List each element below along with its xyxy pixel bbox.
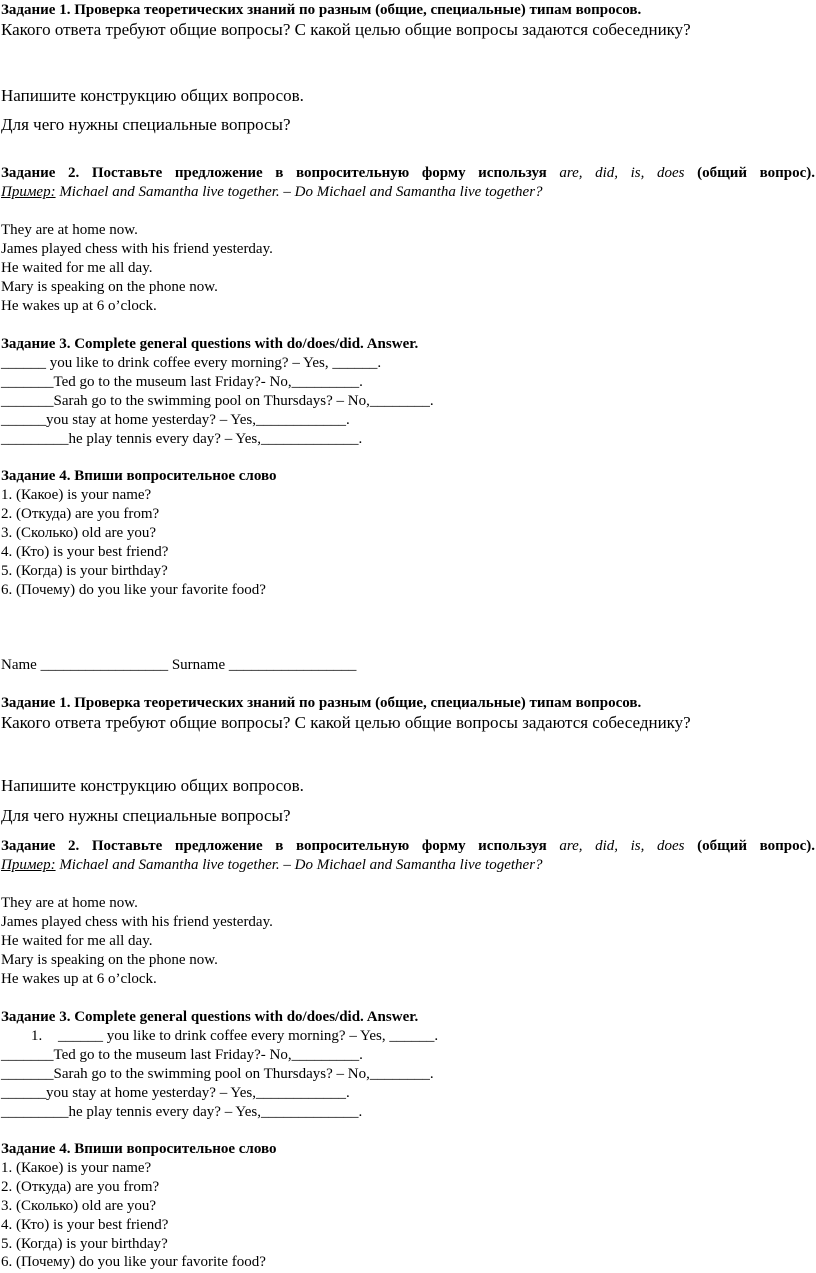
task2-example xyxy=(1,183,543,201)
task3-heading: Задание 3. Complete general questions with do/does/did. Answer. xyxy=(1,1009,419,1025)
task1-heading: Задание 1. Проверка теоретических знаний по разным (общие, специальные) типам вопросов. xyxy=(1,695,642,711)
task4-item: 2. (Откуда) are you from? xyxy=(1,506,160,522)
task2-heading xyxy=(1,837,815,855)
task2-heading xyxy=(1,164,815,182)
task2-example-text: Michael and Samantha live together. – Do Michael and Samantha live together? xyxy=(59,857,543,873)
task3-item: _______Ted go to the museum last Friday?- No,_________. xyxy=(1,1047,363,1063)
task4-item: 6. (Почему) do you like your favorite food? xyxy=(1,1254,266,1270)
task2-heading-bold: Задание 2. Поставьте предложение в вопросительную форму используя xyxy=(1,838,547,854)
task3-item: _______Sarah go to the swimming pool on Thursdays? – No,________. xyxy=(1,1066,434,1082)
task3-heading: Задание 3. Complete general questions with do/does/did. Answer. xyxy=(1,336,419,352)
task1-question-2: Напишите конструкцию общих вопросов. xyxy=(1,776,304,795)
task4-item: 4. (Кто) is your best friend? xyxy=(1,1217,169,1233)
task4-item: 6. (Почему) do you like your favorite food? xyxy=(1,582,266,598)
task3-item-number: 1. xyxy=(31,1028,43,1044)
task4-item: 1. (Какое) is your name? xyxy=(1,1160,152,1176)
task3-item: ______you stay at home yesterday? – Yes,____________. xyxy=(1,1085,350,1101)
task3-item: _________he play tennis every day? – Yes,_____________. xyxy=(1,431,363,447)
task2-sentence: They are at home now. xyxy=(1,222,138,238)
name-surname-line: Name _________________ Surname _________________ xyxy=(1,657,357,673)
task1-question-3: Для чего нужны специальные вопросы? xyxy=(1,806,291,825)
task2-heading-verbs: are, did, is, does xyxy=(559,165,685,181)
task4-item: 3. (Сколько) old are you? xyxy=(1,525,157,541)
task3-item: _________he play tennis every day? – Yes,_____________. xyxy=(1,1104,363,1120)
task2-heading-verbs: are, did, is, does xyxy=(559,838,685,854)
task4-item: 1. (Какое) is your name? xyxy=(1,487,152,503)
task2-sentence: He wakes up at 6 o’clock. xyxy=(1,971,157,987)
task4-heading: Задание 4. Впиши вопросительное слово xyxy=(1,1141,277,1157)
task4-heading: Задание 4. Впиши вопросительное слово xyxy=(1,468,277,484)
task3-item: _______Sarah go to the swimming pool on Thursdays? – No,________. xyxy=(1,393,434,409)
task2-example-text: Michael and Samantha live together. – Do Michael and Samantha live together? xyxy=(59,184,543,200)
task4-item: 5. (Когда) is your birthday? xyxy=(1,563,168,579)
task2-sentence: Mary is speaking on the phone now. xyxy=(1,279,218,295)
task1-question-2: Напишите конструкцию общих вопросов. xyxy=(1,86,304,105)
task2-sentence: Mary is speaking on the phone now. xyxy=(1,952,218,968)
task2-heading-bold: Задание 2. Поставьте предложение в вопросительную форму используя xyxy=(1,165,547,181)
task4-item: 3. (Сколько) old are you? xyxy=(1,1198,157,1214)
task2-example xyxy=(1,856,543,874)
task2-heading-tail: (общий вопрос). xyxy=(697,838,816,854)
task1-question-1: Какого ответа требуют общие вопросы? С какой целью общие вопросы задаются собеседнику? xyxy=(1,20,691,39)
task1-question-1: Какого ответа требуют общие вопросы? С какой целью общие вопросы задаются собеседнику? xyxy=(1,713,691,732)
task3-item: ______ you like to drink coffee every morning? – Yes, ______. xyxy=(1,355,382,371)
task2-example-label: Пример: xyxy=(1,184,56,200)
task2-heading-tail: (общий вопрос). xyxy=(697,165,816,181)
task2-sentence: He waited for me all day. xyxy=(1,933,153,949)
task2-sentence: They are at home now. xyxy=(1,895,138,911)
task3-item xyxy=(1,1027,438,1045)
task4-item: 2. (Откуда) are you from? xyxy=(1,1179,160,1195)
task3-item-text: ______ you like to drink coffee every morning? – Yes, ______. xyxy=(58,1028,439,1044)
task2-sentence: He wakes up at 6 o’clock. xyxy=(1,298,157,314)
task4-item: 5. (Когда) is your birthday? xyxy=(1,1236,168,1252)
task2-sentence: James played chess with his friend yesterday. xyxy=(1,241,273,257)
task1-question-3: Для чего нужны специальные вопросы? xyxy=(1,115,291,134)
task3-item: _______Ted go to the museum last Friday?- No,_________. xyxy=(1,374,363,390)
task2-example-label: Пример: xyxy=(1,857,56,873)
task1-heading: Задание 1. Проверка теоретических знаний по разным (общие, специальные) типам вопросов. xyxy=(1,2,642,18)
task3-item: ______you stay at home yesterday? – Yes,____________. xyxy=(1,412,350,428)
task2-sentence: James played chess with his friend yesterday. xyxy=(1,914,273,930)
task4-item: 4. (Кто) is your best friend? xyxy=(1,544,169,560)
task2-sentence: He waited for me all day. xyxy=(1,260,153,276)
